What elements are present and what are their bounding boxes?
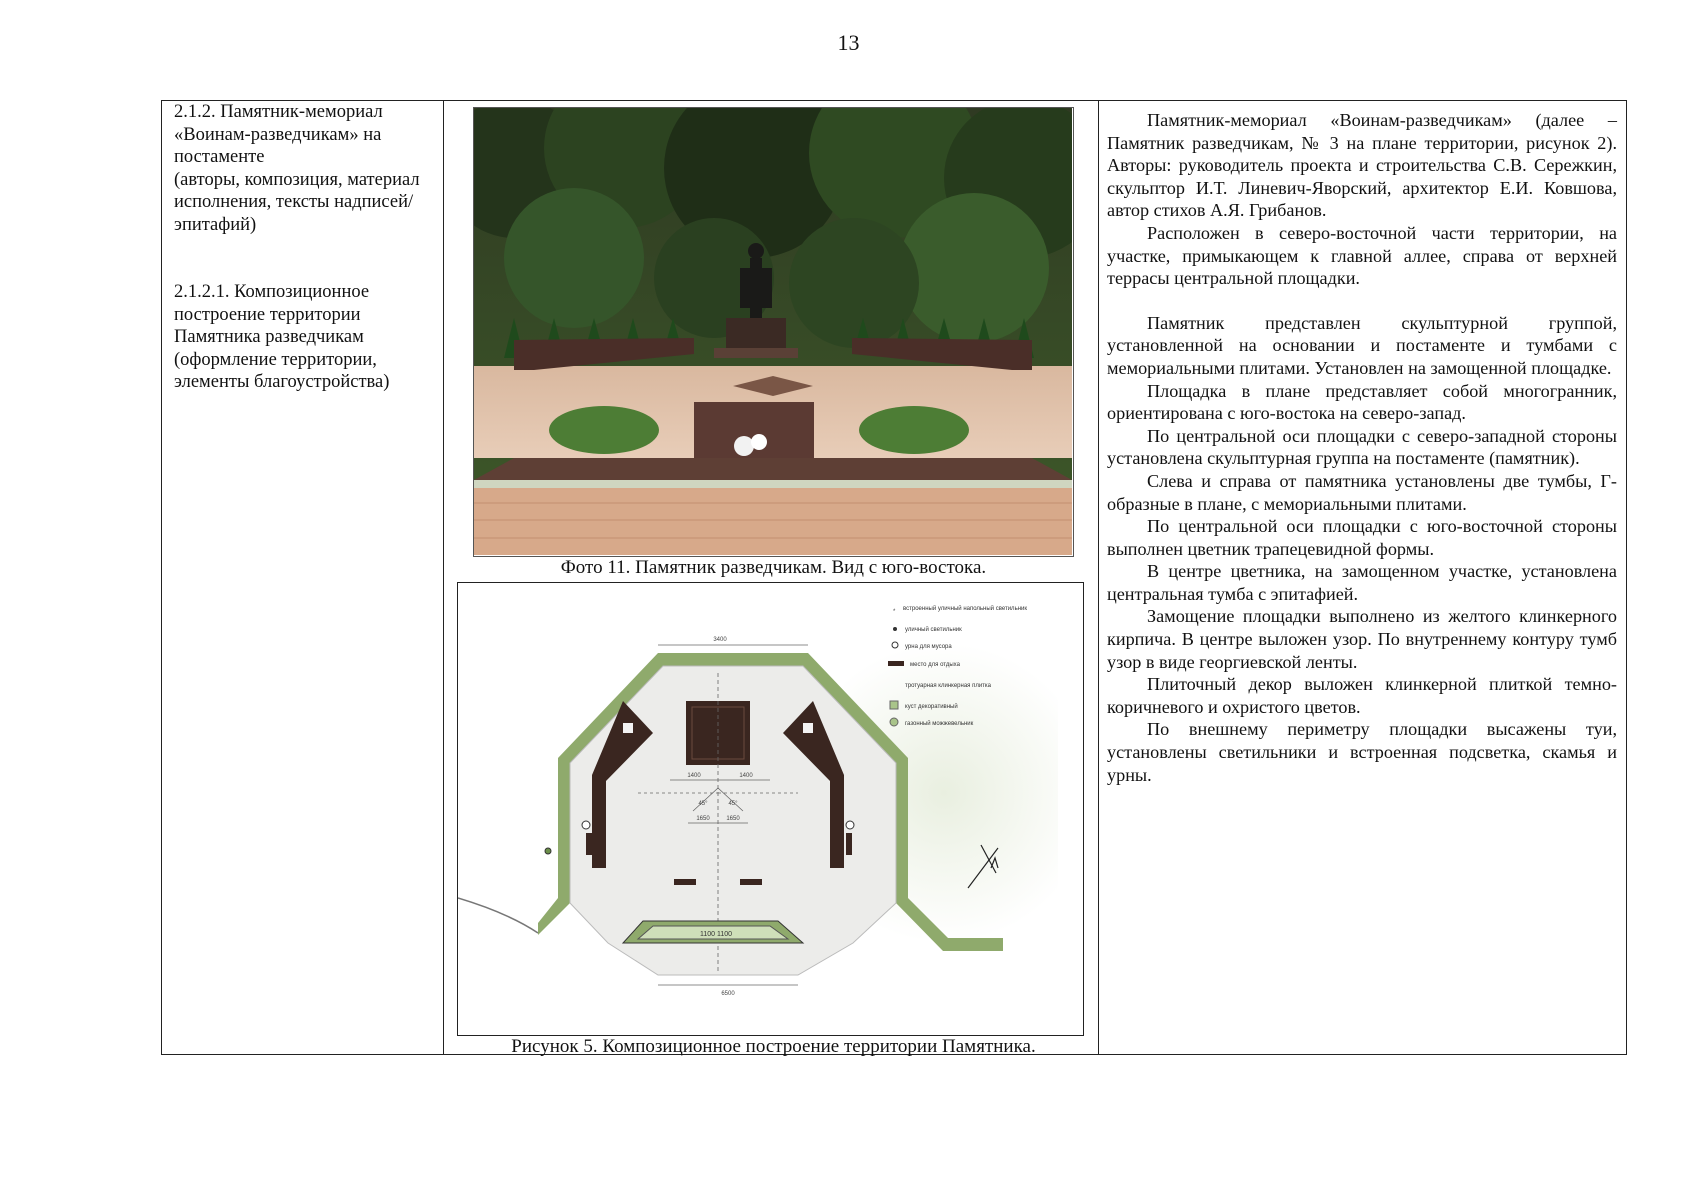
dim-bottom: 6500 (721, 991, 735, 997)
dim-lower-a: 1650 (696, 816, 710, 822)
description-text (1107, 109, 1617, 786)
dim-top: 3400 (713, 637, 727, 643)
content-table (161, 100, 1627, 1055)
monument-photo-image (474, 108, 1072, 555)
urn-icon (846, 821, 854, 829)
paragraph: В центре цветника, на замощенном участке, установлена центральная тумба с эпитафией. (1107, 561, 1617, 604)
legend-label-6: газонный можжевельник (905, 721, 974, 727)
svg-text:*: * (893, 609, 896, 615)
paragraph: Памятник представлен скульптурной группой, установленной на основании и постаменте и тумбами с мемориальными плитами. Установлен на замощенной площадке. (1107, 312, 1617, 378)
bench-side-left (586, 833, 592, 855)
site-plan (457, 582, 1084, 1036)
bench-side-right (846, 833, 852, 855)
legend-label-1: уличный светильник (905, 627, 962, 633)
photo-caption: Фото 11. Памятник разведчикам. Вид с юго-востока. (560, 557, 987, 578)
site-plan-drawing (458, 583, 1082, 1034)
figure-caption: Рисунок 5. Композиционное построение территории Памятника. (511, 1036, 1036, 1057)
paragraph: По центральной оси площадки с северо-западной стороны установлена скульптурная группа на постаменте (памятник). (1107, 425, 1617, 469)
paragraph: Памятник-мемориал «Воинам-разведчикам» (далее – Памятник разведчикам, № 3 на плане территории, рисунок 2). Авторы: руководитель проекта и строительства С.В. Сережкин, скульптор И.Т. Линевич-Яворский, архитектор Е.И. Ковшова, автор стихов А.Я. Грибанов. (1107, 110, 1617, 221)
monument-photo (473, 107, 1074, 557)
dim-angle-a: 45° (698, 801, 708, 807)
lamp-icon (545, 848, 551, 854)
urn-icon (582, 821, 590, 829)
subsection-heading-note: (оформление территории, элементы благоустройства) (174, 349, 390, 392)
paragraph: Расположен в северо-восточной части территории, на участке, примыкающем к главной аллее, справа от верхней террасы центральной площадки. (1107, 222, 1617, 289)
legend-label-3: место для отдыха (910, 662, 960, 668)
subsection-heading: 2.1.2.1. Композиционное построение территории Памятника разведчикам (174, 282, 370, 347)
page-number: 13 (837, 30, 860, 55)
legend-label-0: встроенный уличный напольный светильник (903, 606, 1027, 612)
section-heading-note: (авторы, композиция, материал исполнения, тексты надписей/эпитафий) (174, 169, 420, 235)
legend-label-4: тротуарная клинкерная плитка (905, 683, 992, 689)
dim-angle-b: 45° (728, 801, 738, 807)
bench-left (674, 879, 696, 885)
paragraph: Плиточный декор выложен клинкерной плиткой темно-коричневого и охристого цветов. (1107, 674, 1617, 717)
legend-label-2: урна для мусора (905, 644, 952, 650)
paragraph-spacer (1107, 290, 1617, 312)
paragraph: По внешнему периметру площадки высажены туи, установлены светильники и встроенная подсветка, скамья и урны. (1107, 719, 1617, 785)
paragraph: Слева и справа от памятника установлены две тумбы, Г-образные в плане, с мемориальными плитами. (1107, 470, 1617, 514)
section-heading: 2.1.2. Памятник-мемориал «Воинам-разведчикам» на постаменте (174, 102, 383, 167)
dim-center-a: 1400 (687, 773, 701, 779)
dim-lower-b: 1650 (726, 816, 740, 822)
legend-label-5: куст декоративный (905, 704, 958, 710)
dim-flowerbed: 1100 1100 (699, 931, 733, 938)
paragraph: Замощение площадки выполнено из желтого клинкерного кирпича. В центре выложен узор. По внутреннему контуру тумб узор в виде георгиевской ленты. (1107, 606, 1617, 672)
dim-center-b: 1400 (739, 773, 753, 779)
paragraph: По центральной оси площадки с юго-восточной стороны выполнен цветник трапецевидной формы. (1107, 516, 1617, 559)
section-headings (174, 101, 436, 394)
paragraph: Площадка в плане представляет собой многогранник, ориентирована с юго-востока на северо-запад. (1107, 380, 1617, 424)
bench-right (740, 879, 762, 885)
